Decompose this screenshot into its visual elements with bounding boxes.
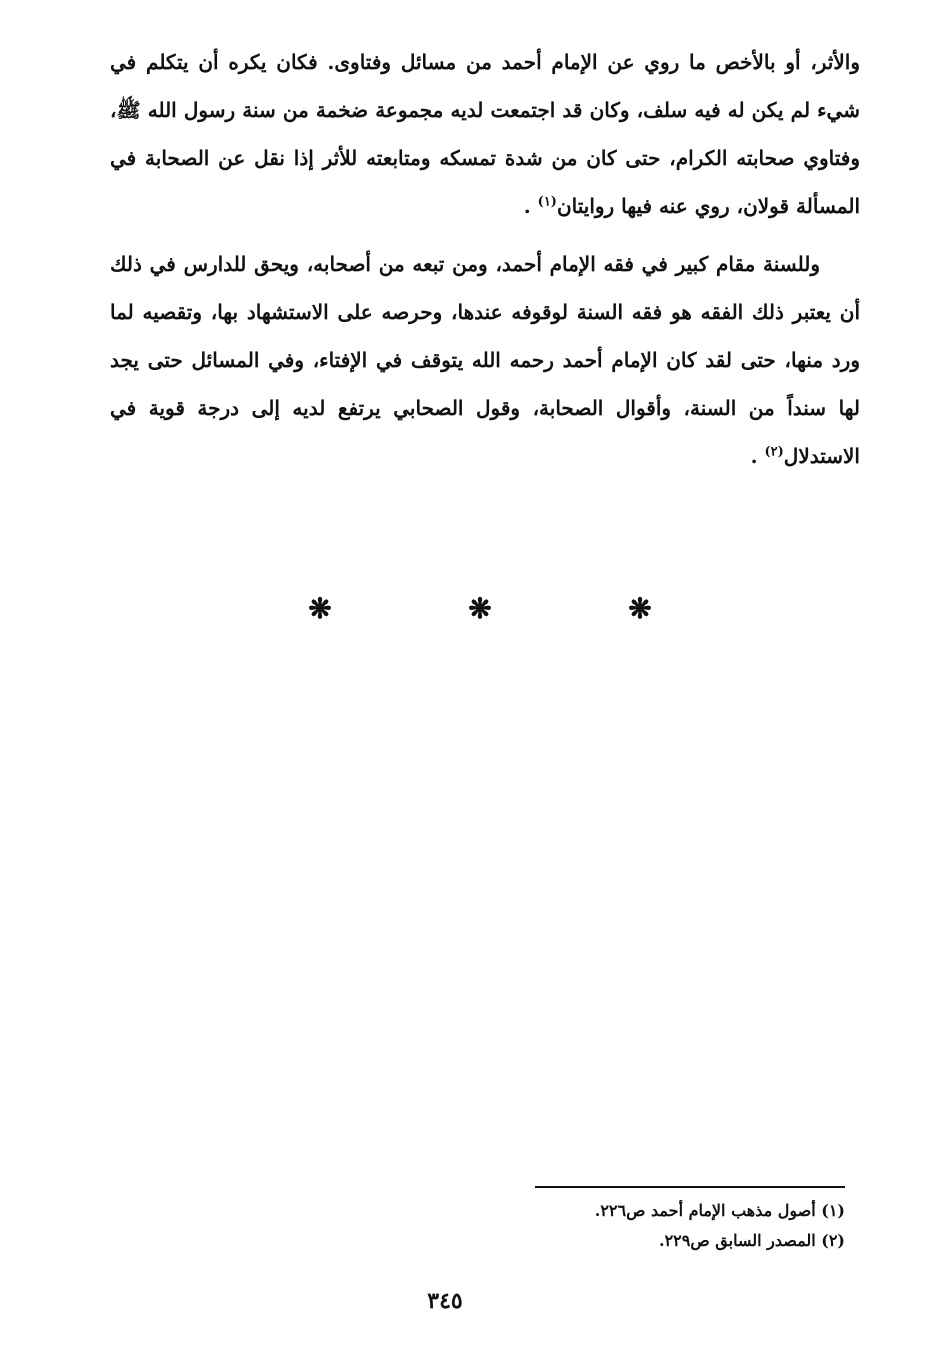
- footnote-2: (٢) المصدر السابق ص٢٢٩.: [659, 1231, 845, 1250]
- paragraph-1: [110, 38, 860, 230]
- footnote-ref-2: (٢): [764, 444, 784, 460]
- paragraph-1-text: والأثر، أو بالأخص ما روي عن الإمام أحمد من مسائل وفتاوى. فكان يكره أن يتكلم في شيء لم يكن له فيه سلف، وكان قد اجتمعت لديه مجموعة ضخمة من سنة رسول الله ﷺ، وفتاوي صحابته الكرام، حتى كان من شدة تمسكه ومتابعته للأثر إذا نقل عن الصحابة في المسألة قولان، روي عنه فيها روايتان: [110, 50, 860, 218]
- paragraph-2-text: وللسنة مقام كبير في فقه الإمام أحمد، ومن تبعه من أصحابه، ويحق للدارس في ذلك أن يعتبر ذلك الفقه هو فقه السنة لوقوفه عندها، وحرصه على الاستشهاد بها، وتقصيه لما ورد منها، حتى لقد كان الإمام أحمد رحمه الله يتوقف في الإفتاء، وفي المسائل حتى يجد لها سنداً من السنة، وأقوال الصحابة، وقول الصحابي يرتفع لديه إلى درجة قوية في الاستدلال: [110, 252, 861, 468]
- body-text: [110, 38, 860, 480]
- footnote-1: (١) أصول مذهب الإمام أحمد ص٢٢٦.: [594, 1201, 845, 1220]
- paragraph-2: [110, 240, 860, 480]
- footnote-divider: [535, 1186, 845, 1188]
- paragraph-2-end: .: [750, 444, 758, 468]
- separator-star-icon: ❋: [628, 592, 652, 625]
- footnotes: [480, 1196, 845, 1256]
- section-separator: [300, 592, 660, 625]
- footnote-ref-1: (١): [537, 194, 557, 210]
- separator-star-icon: ❋: [308, 592, 332, 625]
- page-number: ٣٤٥: [427, 1288, 463, 1314]
- separator-star-icon: ❋: [468, 592, 492, 625]
- paragraph-1-end: .: [523, 194, 531, 218]
